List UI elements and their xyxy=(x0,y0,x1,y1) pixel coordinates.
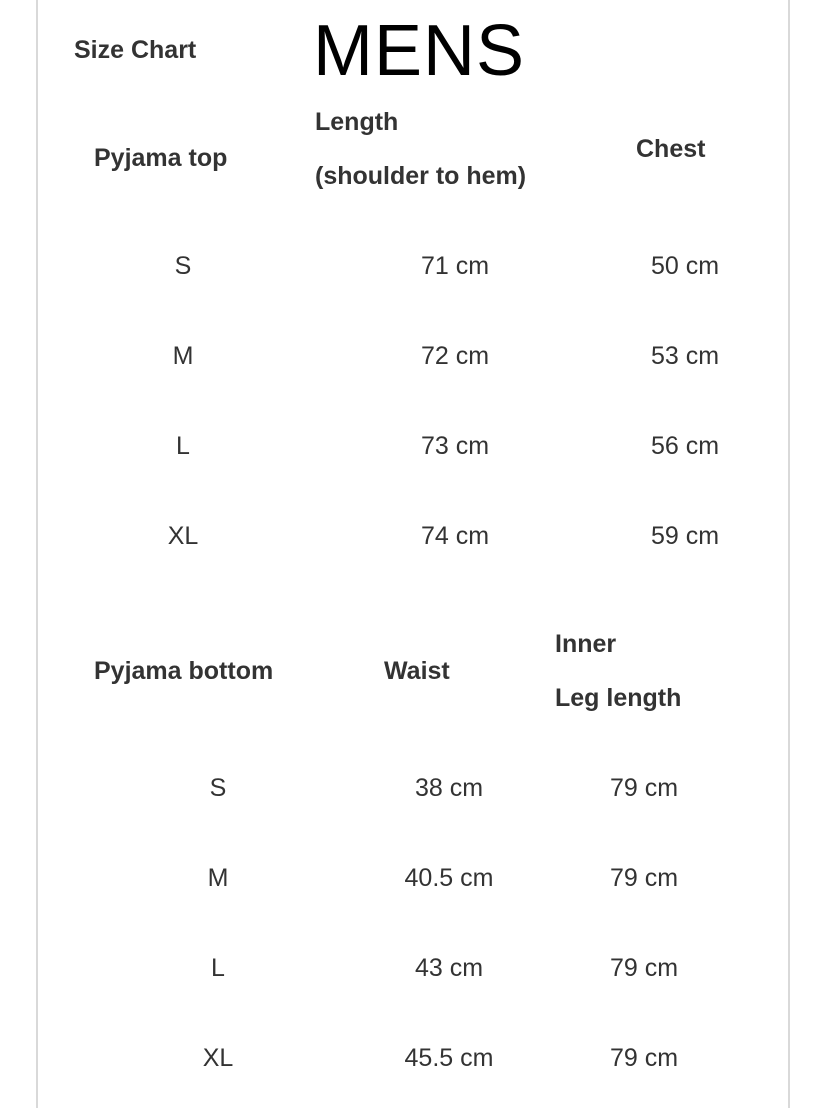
bottom-row-inner-leg: 79 cm xyxy=(609,774,679,802)
top-row-chest: 53 cm xyxy=(650,342,720,370)
bottom-row-size: S xyxy=(209,774,227,802)
top-row-length: 73 cm xyxy=(420,432,490,460)
bottom-row-waist: 45.5 cm xyxy=(404,1044,494,1072)
bottom-inner-leg-header-line1: Inner xyxy=(555,630,617,658)
bottom-row-waist: 40.5 cm xyxy=(404,864,494,892)
top-row-size: M xyxy=(172,342,194,370)
top-row-chest: 59 cm xyxy=(650,522,720,550)
top-row-size: L xyxy=(176,432,190,460)
bottom-row-size: L xyxy=(211,954,225,982)
bottom-waist-header: Waist xyxy=(384,657,450,685)
bottom-inner-leg-header-line2: Leg length xyxy=(555,684,682,712)
top-row-chest: 56 cm xyxy=(650,432,720,460)
top-length-header-line1: Length xyxy=(315,108,399,136)
bottom-row-waist: 43 cm xyxy=(414,954,484,982)
bottom-row-size: XL xyxy=(202,1044,234,1072)
top-row-size: XL xyxy=(167,522,199,550)
bottom-table-label: Pyjama bottom xyxy=(94,657,274,685)
bottom-row-size: M xyxy=(207,864,229,892)
top-row-length: 74 cm xyxy=(420,522,490,550)
top-row-length: 72 cm xyxy=(420,342,490,370)
bottom-row-inner-leg: 79 cm xyxy=(609,1044,679,1072)
top-row-size: S xyxy=(174,252,192,280)
page-title: MENS xyxy=(313,11,526,91)
bottom-row-inner-leg: 79 cm xyxy=(609,864,679,892)
top-length-header-line2: (shoulder to hem) xyxy=(315,162,527,190)
bottom-row-inner-leg: 79 cm xyxy=(609,954,679,982)
top-table-label: Pyjama top xyxy=(94,144,228,172)
size-chart-label: Size Chart xyxy=(74,36,197,64)
top-row-length: 71 cm xyxy=(420,252,490,280)
top-chest-header: Chest xyxy=(636,135,706,163)
bottom-row-waist: 38 cm xyxy=(414,774,484,802)
top-row-chest: 50 cm xyxy=(650,252,720,280)
